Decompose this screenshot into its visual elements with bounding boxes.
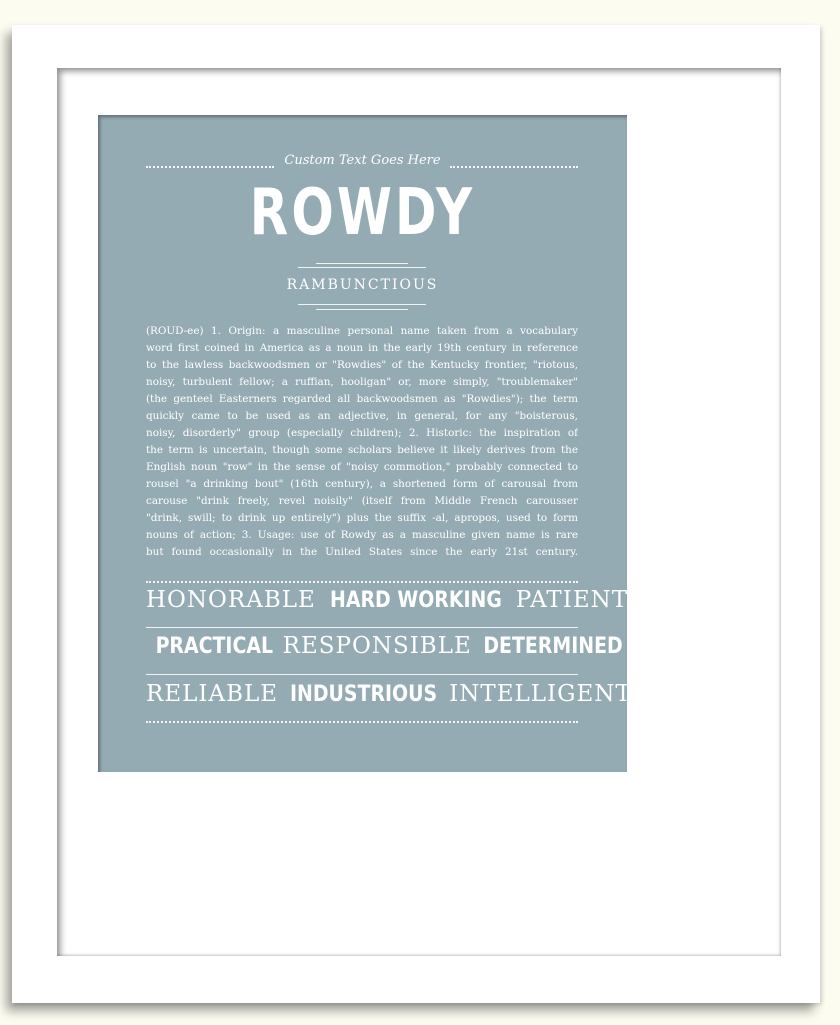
definition-line: noisy, turbulent fellow; a ruffian, hooligan" or, more simply, "troublemaker" — [146, 376, 578, 388]
name-definition — [146, 323, 578, 561]
name-meaning-print — [98, 115, 632, 772]
custom-text: Custom Text Goes Here — [284, 153, 441, 168]
definition-line: word first coined in America as a noun in the early 19th century in reference — [146, 342, 578, 354]
definition-line: "drink, swill; to drink up entirely") plus the suffix -al, apropos, used to form — [146, 512, 578, 524]
trait-word: DETERMINED — [483, 634, 623, 659]
definition-line: but found occasionally in the United States since the early 21st century. — [146, 546, 578, 558]
definition-line: the term is uncertain, though some scholars believe it likely derives from the — [146, 444, 578, 456]
name-title: ROWDY — [249, 176, 476, 250]
definition-line: carouse "drink freely, revel noisily" (itself from Middle French carousser — [146, 495, 578, 507]
definition-line: noisy, disorderly" group (especially children); 2. Historic: the inspiration of — [146, 427, 578, 439]
dotted-divider-traits-top — [146, 581, 578, 583]
trait-word: INDUSTRIOUS — [290, 682, 438, 707]
definition-line: English noun "row" in the sense of "noisy commotion," probably connected to — [146, 461, 578, 473]
traits-row — [146, 681, 632, 715]
definition-line: to the lawless backwoodsmen or "Rowdies" of the Kentucky frontier, "riotous, — [146, 359, 578, 371]
trait-word: RELIABLE — [146, 681, 279, 707]
traits-divider — [146, 674, 578, 675]
rule-bottom-short — [316, 309, 408, 310]
dotted-divider-right — [450, 166, 578, 168]
dotted-divider-traits-bottom — [146, 721, 578, 723]
traits-row — [146, 633, 623, 667]
definition-line: (the genteel Easterners regarded all backwoodsmen as "Rowdies"); the term — [146, 393, 578, 405]
rule-top-long — [298, 267, 426, 268]
definition-line: (ROUD-ee) 1. Origin: a masculine personal name taken from a vocabulary — [146, 325, 578, 337]
traits-divider — [146, 627, 578, 628]
definition-line: quickly came to be used as an adjective, in general, for any "boisterous, — [146, 410, 578, 422]
trait-word: PATIENT — [515, 587, 629, 613]
trait-word: HARD WORKING — [329, 588, 502, 613]
trait-word: RESPONSIBLE — [282, 633, 472, 659]
rule-bottom-long — [298, 304, 426, 305]
definition-line: nouns of action; 3. Usage: use of Rowdy as a masculine given name is rare — [146, 529, 578, 541]
trait-word: INTELLIGENT — [449, 681, 632, 707]
rule-top-short — [316, 263, 408, 264]
trait-word: HONORABLE — [146, 587, 316, 613]
trait-word: PRACTICAL — [155, 634, 274, 659]
name-meaning: RAMBUNCTIOUS — [286, 277, 439, 293]
traits-row — [146, 587, 629, 621]
definition-line: rousel "a drinking bout" (16th century), a shortened form of carousal from — [146, 478, 578, 490]
